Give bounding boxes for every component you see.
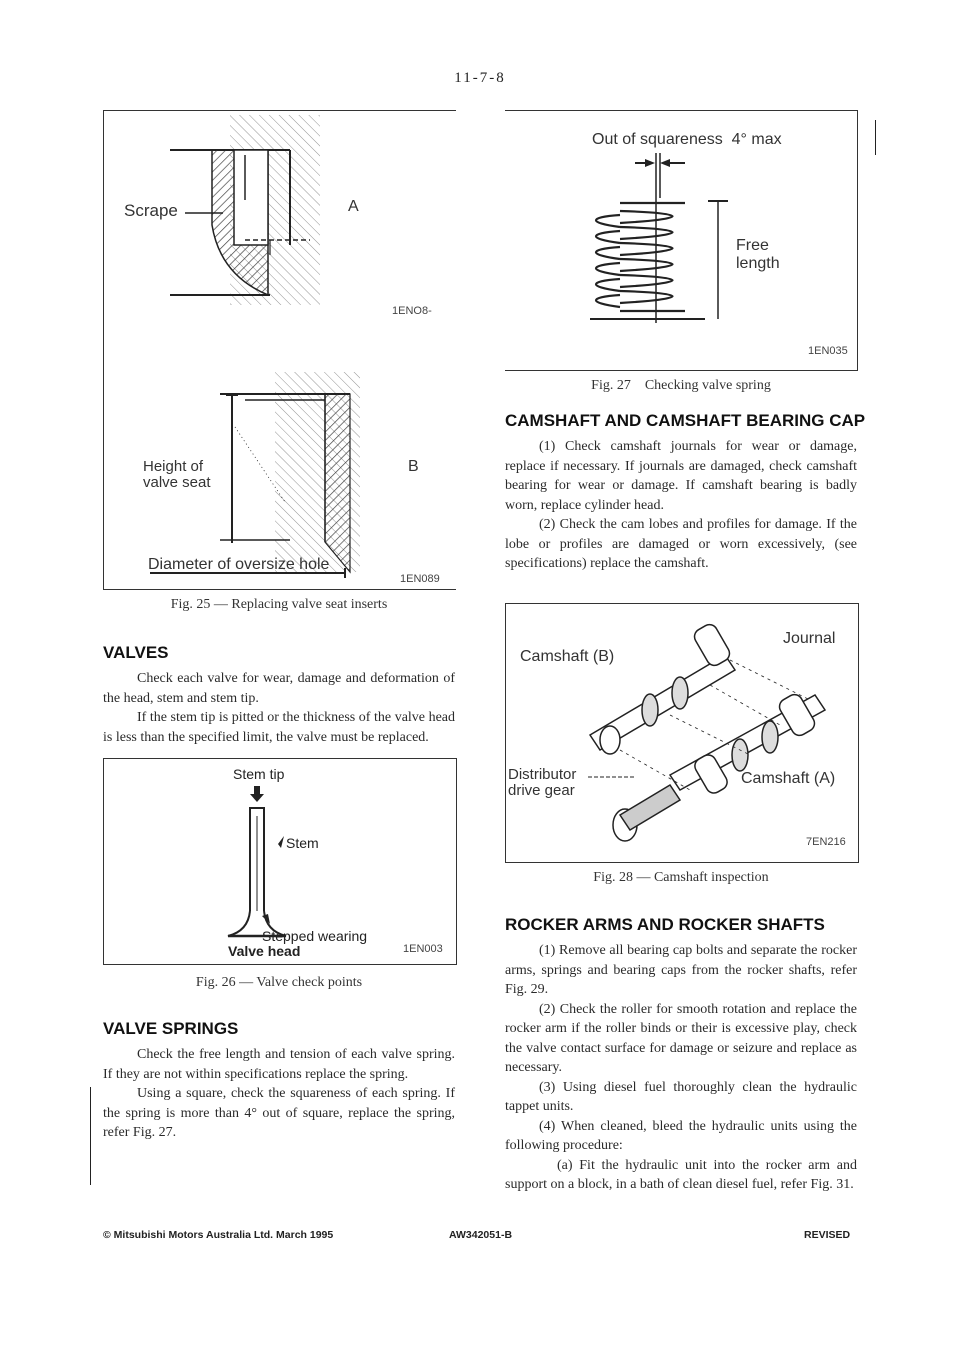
valve-springs-heading: VALVE SPRINGS (103, 1019, 239, 1038)
stepped-wearing-label: Stepped wearing (262, 928, 368, 944)
footer-doc-number: AW342051-B (449, 1229, 513, 1241)
stem-tip-label: Stem tip (233, 766, 285, 782)
scrape-leader-line (185, 212, 225, 216)
valves-heading: VALVES (103, 643, 169, 662)
rocker-text (505, 941, 857, 1195)
footer-copyright: © Mitsubishi Motors Australia Ltd. March 1995 (103, 1229, 334, 1241)
valve-seat-label: valve seat (143, 474, 211, 491)
valve-head-label: Valve head (228, 943, 301, 959)
valves-paragraph-2: If the stem tip is pitted or the thickness of the valve head is less than the specified limit, the valve must be replaced. (103, 710, 455, 745)
figure-25b-code: 1EN089 (400, 573, 440, 585)
diameter-dimension-line (150, 568, 350, 578)
label-b: B (408, 458, 419, 475)
free-label: Free (736, 237, 769, 254)
figure-28-drawing (580, 615, 850, 845)
figure-28-caption: Fig. 28 — Camshaft inspection (593, 870, 769, 885)
rocker-paragraph-3: (3) Using diesel fuel thoroughly clean the hydraulic tappet units. (505, 1079, 857, 1114)
stem-label: Stem (286, 835, 319, 851)
diameter-label: Diameter of oversize hole (148, 556, 330, 573)
figure-26-caption: Fig. 26 — Valve check points (195, 975, 363, 990)
camshaft-text (505, 437, 857, 574)
springs-paragraph-2: Using a square, check the squareness of each spring. If the spring is more than 4° out of square, replace the spring, refer Fig. 27. (103, 1086, 455, 1140)
camshaft-heading: CAMSHAFT AND CAMSHAFT BEARING CAP (505, 411, 866, 430)
rocker-paragraph-4: (4) When cleaned, bleed the hydraulic units using the following procedure: (505, 1118, 857, 1153)
page-number: 11-7-8 (454, 70, 506, 86)
figure-25-caption: Fig. 25 — Replacing valve seat inserts (170, 597, 388, 612)
figure-25a-code: 1ENO8- (392, 305, 432, 317)
length-label: length (736, 255, 780, 272)
rocker-paragraph-1: (1) Remove all bearing cap bolts and separate the rocker arms, springs and bearing caps from the rocker shafts, refer Fig. 29. (505, 943, 857, 997)
squareness-label: Out of squareness 4° max (592, 131, 782, 148)
figure-27-drawing (590, 153, 730, 328)
valves-paragraph-1: Check each valve for wear, damage and deformation of the head, stem and stem tip. (103, 671, 455, 706)
figure-27-caption: Fig. 27 Checking valve spring (591, 378, 771, 393)
distributor-label: Distributor (508, 766, 577, 783)
camshaft-b-label: Camshaft (B) (520, 648, 615, 665)
journal-label: Journal (783, 630, 836, 647)
revision-bar-left (90, 1087, 91, 1185)
rocker-paragraph-5: (a) Fit the hydraulic unit into the rocker arm and support on a block, in a bath of clean diesel fuel, refer Fig. 31. (505, 1157, 857, 1192)
valve-springs-text (103, 1045, 455, 1143)
springs-paragraph-1: Check the free length and tension of each valve spring. If they are not within specifications replace the spring. (103, 1047, 455, 1082)
distributor-leader-line (588, 776, 638, 780)
figure-28-code: 7EN216 (806, 836, 846, 848)
rocker-paragraph-2: (2) Check the roller for smooth rotation and replace the rocker arm if the roller binds or their is excessive play, check the valve contact surface for damage or seizure and replace as necessary. (505, 1001, 857, 1075)
height-of-label: Height of (143, 458, 204, 475)
figure-26-code: 1EN003 (403, 943, 443, 955)
scrape-label: Scrape (124, 201, 178, 220)
rocker-heading: ROCKER ARMS AND ROCKER SHAFTS (505, 915, 825, 934)
height-dimension-line (225, 395, 239, 545)
label-a: A (348, 198, 359, 215)
camshaft-paragraph-1: (1) Check camshaft journals for wear or damage, replace if necessary. If journals are damaged, check camshaft bearing for wear or damage. If camshaft bearing is badly worn, replace cylinder head. (505, 439, 857, 513)
figure-26-drawing (220, 786, 330, 946)
footer-revised: REVISED (804, 1229, 851, 1241)
camshaft-paragraph-2: (2) Check the cam lobes and profiles for damage. If the lobe or profiles are damaged or worn excessively, (see specifications) replace the camshaft. (505, 517, 857, 571)
figure-27-code: 1EN035 (808, 345, 848, 357)
valves-text (103, 669, 455, 747)
revision-bar-right (875, 120, 876, 155)
drive-gear-label: drive gear (508, 782, 575, 799)
camshaft-a-label: Camshaft (A) (741, 770, 836, 787)
